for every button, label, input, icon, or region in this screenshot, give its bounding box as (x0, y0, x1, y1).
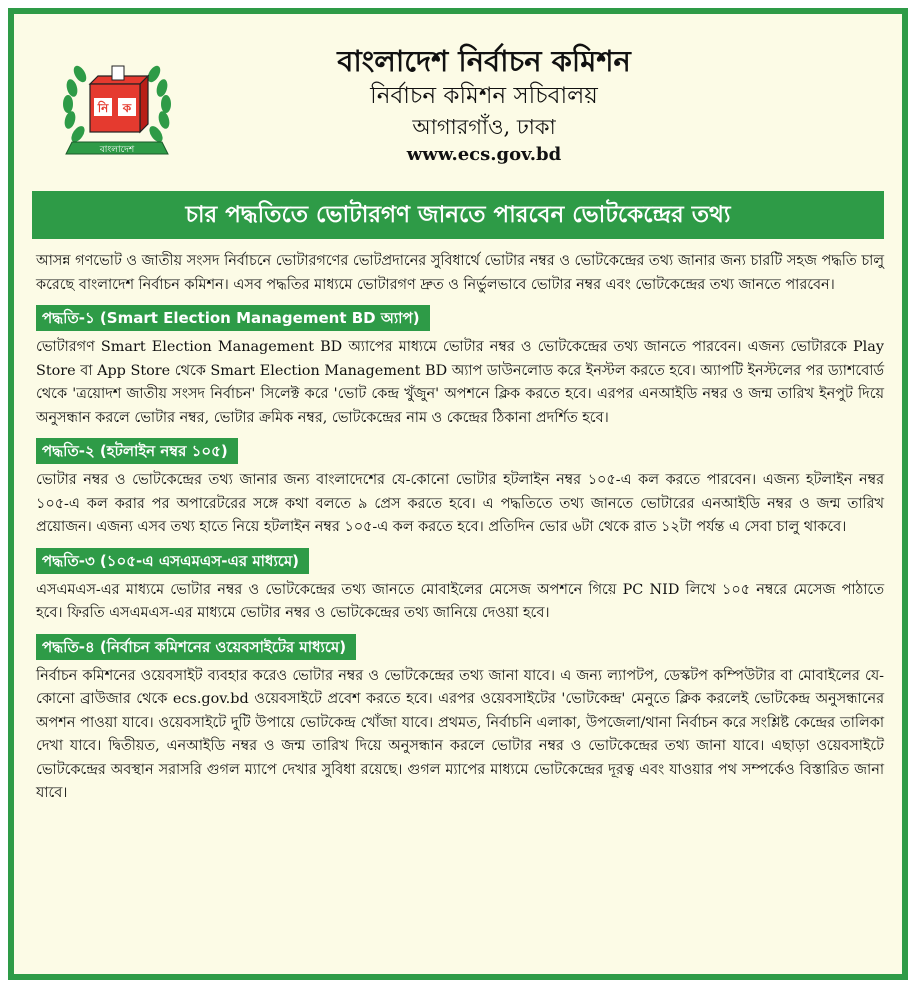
header (14, 14, 902, 184)
ballot-box-icon (90, 66, 148, 132)
section-4-body: নির্বাচন কমিশনের ওয়েবসাইট ব্যবহার করেও ভোটার নম্বর ও ভোটকেন্দ্রের তথ্য জানা যাবে। এ জন্য ল্যাপটপ, ডেস্কটপ কম্পিউটার বা মোবাইলের যে-কোনো ব্রাউজার থেকে ecs.gov.bd ওয়েবসাইটে প্রবেশ করতে হবে। এরপর ওয়েবসাইটের 'ভোটকেন্দ্র' মেনুতে ক্লিক করলেই ভোটকেন্দ্র অনুসন্ধানের অপশন পাওয়া যাবে। ওয়েবসাইটে দুটি উপায়ে ভোটকেন্দ্র খোঁজা যাবে। প্রথমত, নির্বাচনি এলাকা, উপজেলা/থানা নির্বাচন করে সংশ্লিষ্ট কেন্দ্রের তালিকা দেখা যাবে। দ্বিতীয়ত, এনআইডি নম্বর ও জন্ম তারিখ দিয়ে অনুসন্ধান করলে ভোটার নম্বর ও ভোটকেন্দ্রের তথ্য জানা যাবে। এছাড়া ওয়েবসাইটে ভোটকেন্দ্রের অবস্থান সরাসরি গুগল ম্যাপে দেখার সুবিধা রয়েছে। গুগল ম্যাপের মাধ্যমে ভোটকেন্দ্রের দূরত্ব এবং যাওয়ার পথ সম্পর্কেও বিস্তারিত জানা যাবে। (36, 667, 884, 801)
org-name: বাংলাদেশ নির্বাচন কমিশন (337, 44, 631, 78)
intro-paragraph: আসন্ন গণভোট ও জাতীয় সংসদ নির্বাচনে ভোটারগণের ভোটপ্রদানের সুবিধার্থে ভোটার নম্বর ও ভোটকেন্দ্রের তথ্য জানার জন্য চারটি সহজ পদ্ধতি চালু করেছে বাংলাদেশ নির্বাচন কমিশন। এসব পদ্ধতির মাধ্যমে ভোটারগণ দ্রুত ও নির্ভুলভাবে ভোটার নম্বর এবং ভোটকেন্দ্রের তথ্য জানতে পারবেন। (36, 253, 884, 293)
secretariat-name: নির্বাচন কমিশন সচিবালয় (370, 83, 598, 109)
svg-text:নি: নি (97, 101, 109, 115)
section-1-title: পদ্ধতি-১ (Smart Election Management BD অ্যাপ) (36, 305, 430, 331)
organization-block (254, 42, 714, 168)
section-2-title: পদ্ধতি-২ (হটলাইন নম্বর ১০৫) (36, 438, 238, 464)
headline-banner: চার পদ্ধতিতে ভোটারগণ জানতে পারবেন ভোটকেন্দ্রের তথ্য (32, 191, 884, 239)
section-2-body: ভোটার নম্বর ও ভোটকেন্দ্রের তথ্য জানার জন্য বাংলাদেশের যে-কোনো ভোটার হটলাইন নম্বর ১০৫-এ কল করতে পারবেন। এজন্য হটলাইন নম্বর ১০৫-এ কল করার পর অপারেটরের সঙ্গে কথা বলতে ৯ প্রেস করতে হবে। এ পদ্ধতিতে তথ্য জানতে ভোটারের এনআইডি নম্বর ও জন্ম তারিখ প্রয়োজন। এজন্য এসব তথ্য হাতে নিয়ে হটলাইন নম্বর ১০৫-এ কল করতে হবে। প্রতিদিন ভোর ৬টা থেকে রাত ১২টা পর্যন্ত এ সেবা চালু থাকবে। (36, 472, 884, 535)
location: আগারগাঁও, ঢাকা (412, 115, 556, 139)
section-4-title: পদ্ধতি-৪ (নির্বাচন কমিশনের ওয়েবসাইটের মাধ্যমে) (36, 634, 356, 660)
section-3-title: পদ্ধতি-৩ (১০৫-এ এসএমএস-এর মাধ্যমে) (36, 548, 309, 574)
section-3-body: এসএমএস-এর মাধ্যমে ভোটার নম্বর ও ভোটকেন্দ্রের তথ্য জানতে মোবাইলের মেসেজ অপশনে গিয়ে PC NID লিখে ১০৫ নম্বরে মেসেজ পাঠাতে হবে। ফিরতি এসএমএস-এর মাধ্যমে ভোটার নম্বর ও ভোটকেন্দ্রের তথ্য জানিয়ে দেওয়া হবে। (36, 581, 884, 621)
svg-text:ক: ক (122, 101, 132, 115)
article-content (36, 250, 884, 806)
notice-frame (8, 8, 908, 980)
svg-text:বাংলাদেশ: বাংলাদেশ (99, 145, 135, 155)
election-commission-logo (58, 54, 176, 166)
section-1-body: ভোটারগণ Smart Election Management BD অ্যাপের মাধ্যমে ভোটার নম্বর ও ভোটকেন্দ্রের তথ্য জানতে পারবেন। এজন্য ভোটারকে Play Store বা App Store থেকে Smart Election Management BD অ্যাপ ডাউনলোড করে ইনস্টল করতে হবে। অ্যাপটি ইনস্টলের পর ড্যাশবোর্ড থেকে 'ত্রয়োদশ জাতীয় সংসদ নির্বাচন' সিলেক্ট করে 'ভোট কেন্দ্র খুঁজুন' অপশনে ক্লিক করতে হবে। এরপর এনআইডি নম্বর ও জন্ম তারিখ ইনপুট দিয়ে অনুসন্ধান করলে ভোটার নম্বর, ভোটার ক্রমিক নম্বর, ভোটকেন্দ্রের নাম ও কেন্দ্রের ঠিকানা প্রদর্শিত হবে। (36, 339, 884, 426)
website-link[interactable]: www.ecs.gov.bd (406, 144, 562, 165)
